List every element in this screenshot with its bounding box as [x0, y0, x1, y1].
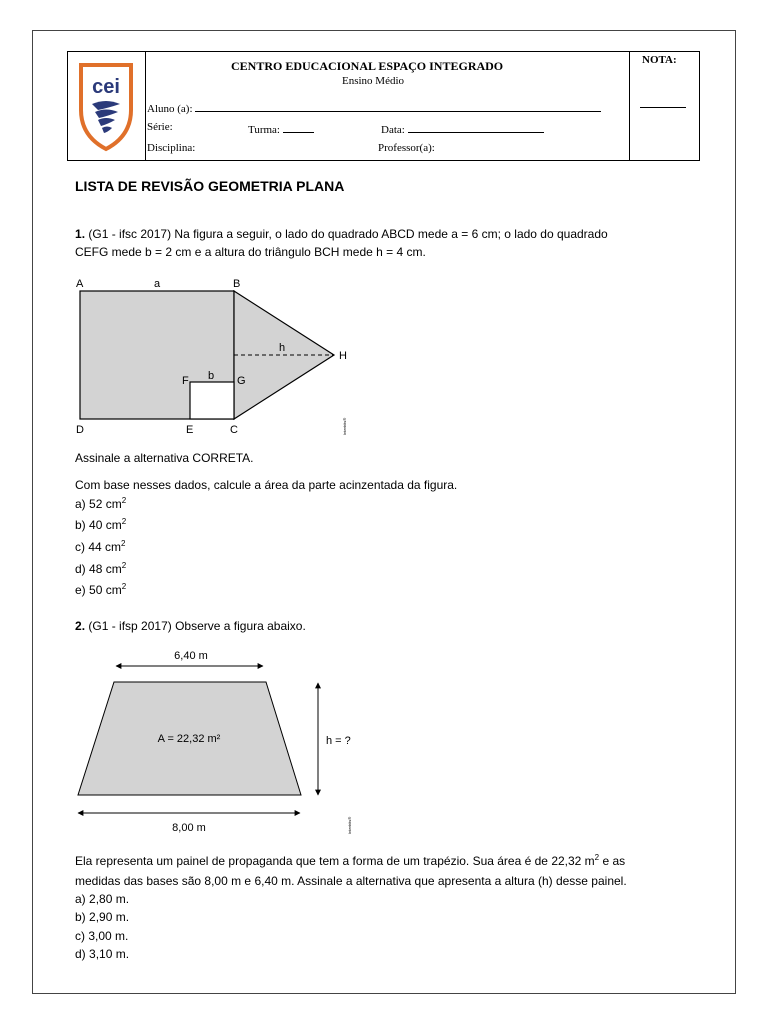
q2-number: 2 [75, 619, 82, 633]
aluno-field[interactable] [195, 100, 601, 112]
label-b-vertex: B [233, 278, 241, 290]
q2-text-line2: medidas das bases são 8,00 m e 6,40 m. Assinale a alternativa que apresenta a altura (h) desse painel. [75, 874, 627, 888]
top-base-label: 6,40 m [174, 650, 208, 662]
aluno-row [147, 100, 601, 115]
turma-label: Turma: [248, 124, 280, 136]
header-box [67, 51, 700, 161]
label-side-b: b [208, 370, 215, 382]
bottom-base-label: 8,00 m [172, 822, 206, 834]
q2-figure [70, 645, 362, 840]
serie-label: Série: [147, 121, 173, 133]
nota-label: NOTA: [642, 54, 677, 66]
label-f-vertex: F [182, 375, 189, 387]
label-a-vertex: A [76, 278, 84, 290]
label-height-h: h [279, 342, 286, 354]
q2-text-line1: Ela representa um painel de propaganda que tem a forma de um trapézio. Sua área é de 22,32 $m^2$ e as [75, 853, 626, 868]
logo-text: cei [92, 76, 120, 98]
q1-line1: 1. (G1 - ifsc 2017) Na figura a seguir, o lado do quadrado ABCD mede a = 6 cm; o lado do quadrado [75, 227, 608, 241]
q1-text-line1: (G1 - ifsc 2017) Na figura a seguir, o lado do quadrado ABCD mede a = 6 cm; o lado do quadrado [88, 227, 608, 241]
label-side-a: a [154, 278, 161, 290]
data-label: Data: [381, 124, 405, 136]
label-c-vertex: C [230, 424, 238, 436]
q2-figure-credit: Interbits® [347, 816, 352, 834]
nota-cell [629, 52, 699, 160]
q1-option-d[interactable]: d) 48 $cm^2$ [75, 561, 127, 576]
data-row [381, 121, 544, 136]
height-label: h = ? [326, 735, 351, 747]
q1-text-line2: CEFG mede b = 2 cm e a altura do triângulo BCH mede h = 4 cm. [75, 245, 426, 259]
q1-number: 1 [75, 227, 82, 241]
q1-instruction2: Com base nesses dados, calcule a área da parte acinzentada da figura. [75, 478, 458, 492]
logo-cell [68, 52, 146, 160]
label-e-vertex: E [186, 424, 194, 436]
q2-option-d[interactable]: d) 3,10 m. [75, 947, 130, 961]
q2-option-b[interactable]: b) 2,90 m. [75, 910, 130, 924]
data-field[interactable] [408, 121, 544, 133]
q2-option-a[interactable]: a) 2,80 m. [75, 892, 130, 906]
q1-figure [70, 274, 360, 440]
school-name: CENTRO EDUCACIONAL ESPAÇO INTEGRADO [231, 59, 504, 73]
q1-option-a[interactable]: a) 52 $cm^2$ [75, 496, 127, 511]
square-cefg [190, 382, 234, 419]
q1-option-c[interactable]: c) 44 $cm^2$ [75, 539, 126, 554]
area-label: A = 22,32 m² [157, 733, 221, 745]
turma-row [248, 121, 314, 136]
q1-figure-credit: Interbits® [342, 417, 347, 435]
label-h-vertex: H [339, 350, 347, 362]
turma-field[interactable] [283, 121, 314, 133]
page-border [32, 30, 736, 994]
q1-option-e[interactable]: e) 50 $cm^2$ [75, 582, 127, 597]
q2-header-text: (G1 - ifsp 2017) Observe a figura abaixo. [88, 619, 306, 633]
q1-option-b[interactable]: b) 40 $cm^2$ [75, 517, 127, 532]
cei-logo-icon [68, 52, 145, 160]
label-g-vertex: G [237, 375, 246, 387]
page-title: LISTA DE REVISÃO GEOMETRIA PLANA [75, 178, 345, 194]
q2-header: 2. (G1 - ifsp 2017) Observe a figura abaixo. [75, 619, 306, 633]
q1-instruction1: Assinale a alternativa CORRETA. [75, 451, 254, 465]
q2-option-c[interactable]: c) 3,00 m. [75, 929, 129, 943]
aluno-label: Aluno (a): [147, 103, 193, 115]
professor-label: Professor(a): [378, 142, 435, 154]
disciplina-label: Disciplina: [147, 142, 196, 154]
school-level: Ensino Médio [342, 75, 405, 87]
nota-line [640, 107, 686, 108]
label-d-vertex: D [76, 424, 84, 436]
